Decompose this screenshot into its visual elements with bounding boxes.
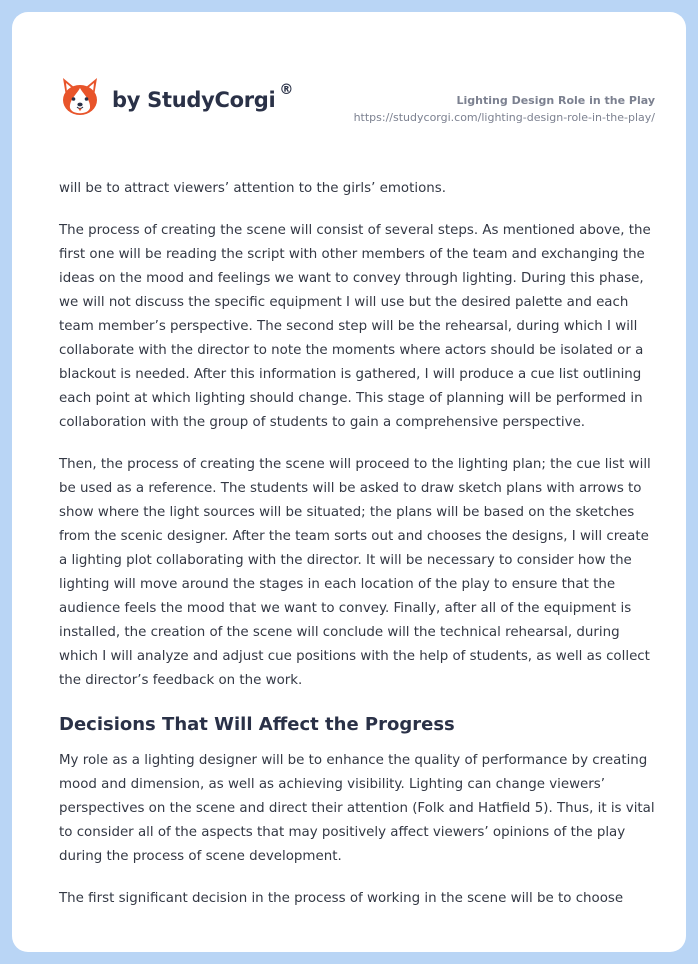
body-paragraph: The process of creating the scene will consist of several steps. As mentioned above, the first one will be reading the script with other members of the team and exchanging the ideas on the mood and feelings we want to convey through lighting. During this phase, we will not discuss the specific equipment I will use but the desired palette and each team member’s perspective. The second step will be the rehearsal, during which I will collaborate with the director to note the moments where actors should be isolated or a blackout is needed. After this information is gathered, I will produce a cue list outlining each point at which lighting should change. This stage of planning will be performed in collaboration with the group of students to gain a comprehensive perspective. xyxy=(59,223,651,430)
brand-name: by StudyCorgi xyxy=(112,88,276,112)
document-body xyxy=(59,177,657,929)
corgi-icon xyxy=(60,76,100,120)
section-heading: Decisions That Will Affect the Progress xyxy=(59,714,455,735)
document-title: Lighting Design Role in the Play xyxy=(456,94,655,107)
document-meta xyxy=(354,93,655,126)
document-url[interactable]: https://studycorgi.com/lighting-design-role-in-the-play/ xyxy=(353,111,655,124)
body-paragraph: The first significant decision in the process of working in the scene will be to choose xyxy=(59,891,624,906)
document-page xyxy=(12,12,686,952)
body-paragraph: My role as a lighting designer will be to enhance the quality of performance by creating mood and dimension, as well as achieving visibility. Lighting can change viewers’ perspectives on the scene and direct their attention (Folk and Hatfield 5). Thus, it is vital to consider all of the aspects that may positively affect viewers’ opinions of the play during the process of scene development. xyxy=(59,753,655,864)
body-paragraph: will be to attract viewers’ attention to the girls’ emotions. xyxy=(59,181,446,196)
body-paragraph: Then, the process of creating the scene will proceed to the lighting plan; the cue list will be used as a reference. The students will be asked to draw sketch plans with arrows to show where the light sources will be situated; the plans will be based on the sketches from the scenic designer. After the team sorts out and chooses the designs, I will create a lighting plot collaborating with the director. It will be necessary to consider how the lighting will move around the stages in each location of the play to ensure that the audience feels the mood that we want to convey. Finally, after all of the equipment is installed, the creation of the scene will conclude will the technical rehearsal, during which I will analyze and adjust cue positions with the help of students, as well as collect the director’s feedback on the work. xyxy=(59,457,651,688)
page-header xyxy=(12,12,686,162)
registered-mark: ® xyxy=(279,82,294,98)
studycorgi-logo[interactable] xyxy=(60,76,293,120)
